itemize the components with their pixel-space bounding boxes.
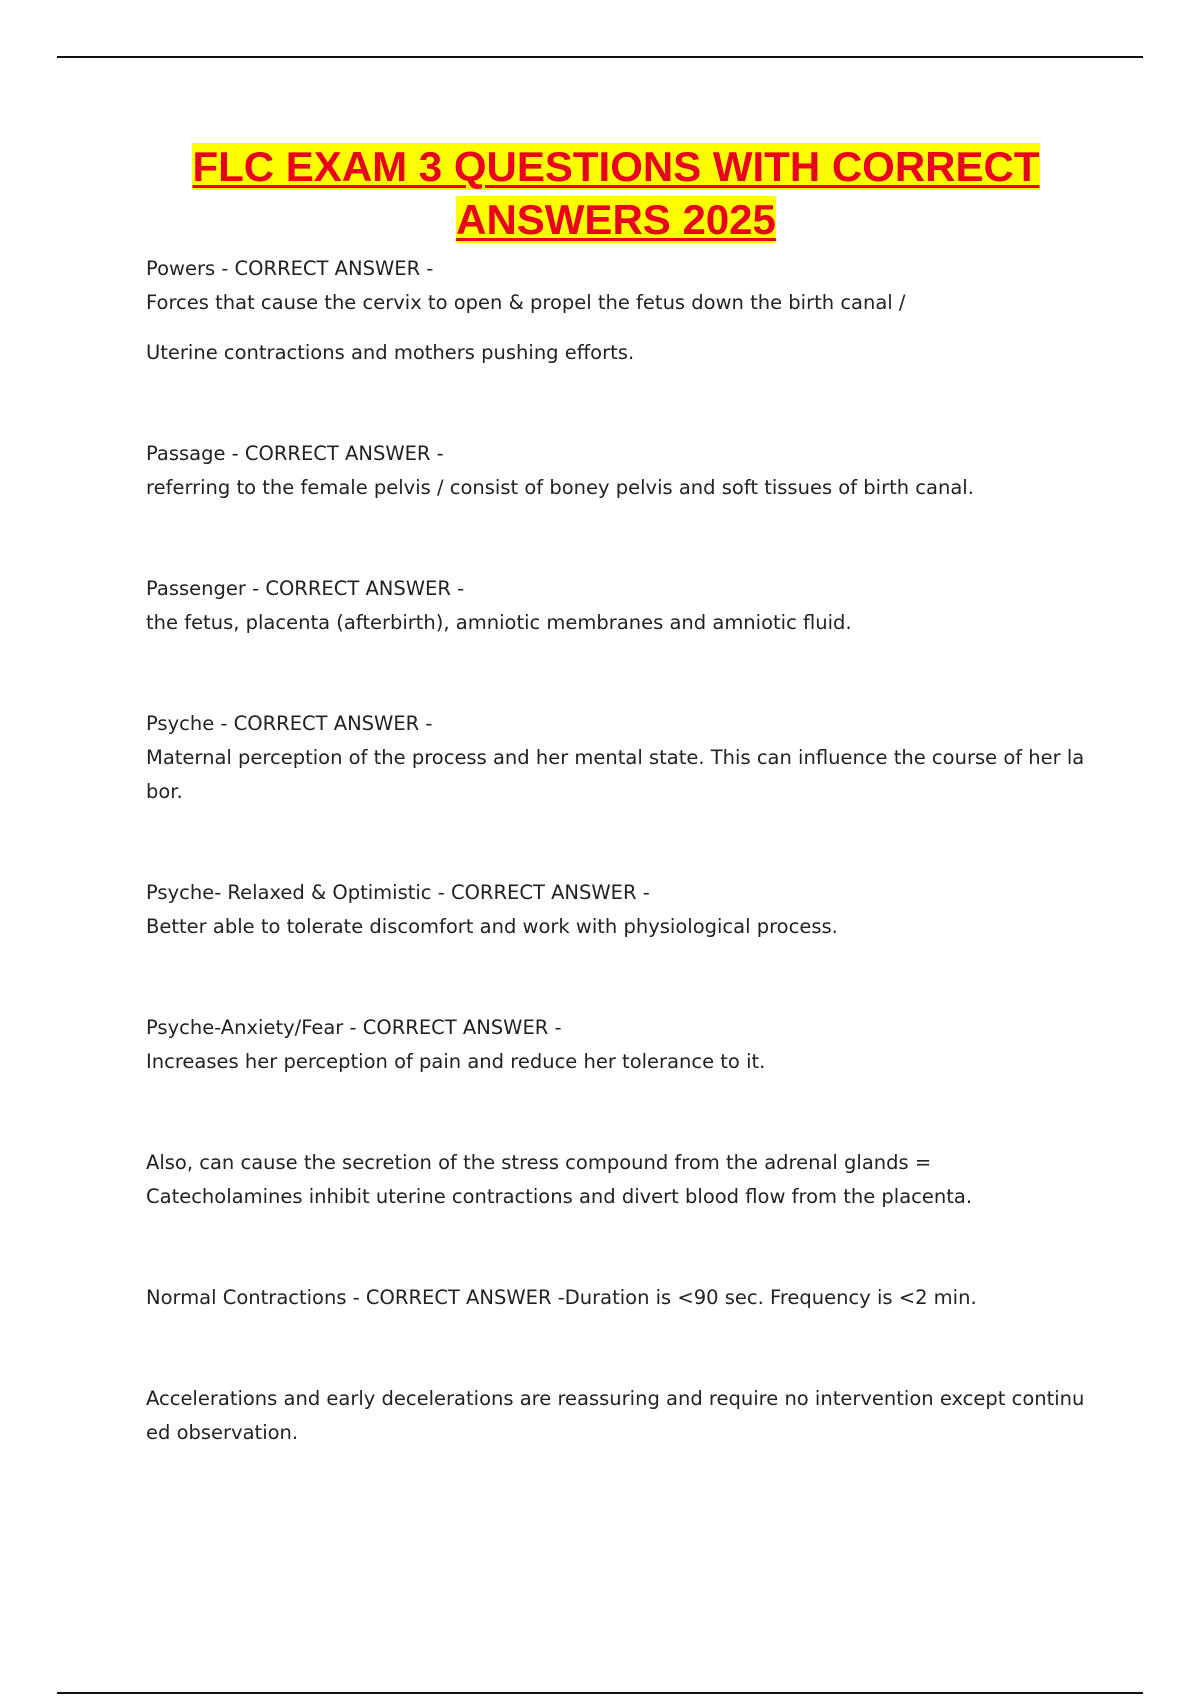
answer-text: Forces that cause the cervix to open & propel the fetus down the birth canal / [146,291,906,314]
question-text: Powers - CORRECT ANSWER - [146,257,434,280]
answer-text: Better able to tolerate discomfort and work with physiological process. [146,915,838,938]
qa-item-normal-contractions [146,1281,1086,1315]
qa-item-psyche [146,707,1086,809]
question-text: Passage - CORRECT ANSWER - [146,442,444,465]
paragraph-text: Accelerations and early decelerations are reassuring and require no intervention except continu ed observation. [146,1387,1085,1444]
footer-rule [57,1692,1143,1694]
question-text: Normal Contractions - CORRECT ANSWER -Duration is <90 sec. Frequency is <2 min. [146,1286,977,1309]
document-page [146,140,1086,1450]
qa-item-powers [146,252,1086,370]
answer-text: referring to the female pelvis / consist of boney pelvis and soft tissues of birth canal. [146,476,974,499]
qa-item-catecholamines [146,1146,1086,1214]
qa-item-accelerations [146,1382,1086,1450]
qa-item-psyche-relaxed [146,876,1086,944]
question-text: Psyche- Relaxed & Optimistic - CORRECT ANSWER - [146,881,650,904]
question-text: Psyche-Anxiety/Fear - CORRECT ANSWER - [146,1016,562,1039]
answer-text: Increases her perception of pain and reduce her tolerance to it. [146,1050,766,1073]
document-title [146,140,1086,246]
paragraph-text: Also, can cause the secretion of the stress compound from the adrenal glands = Catecholamines inhibit uterine contractions and divert blood flow from the placenta. [146,1151,973,1208]
header-rule [57,56,1143,58]
qa-item-passenger [146,572,1086,640]
answer-extra-text: Uterine contractions and mothers pushing efforts. [146,341,635,364]
document-title-text: FLC EXAM 3 QUESTIONS WITH CORRECT ANSWERS 2025 [192,143,1040,243]
qa-item-psyche-anxiety [146,1011,1086,1079]
answer-text: the fetus, placenta (afterbirth), amniotic membranes and amniotic fluid. [146,611,852,634]
question-text: Psyche - CORRECT ANSWER - [146,712,433,735]
question-text: Passenger - CORRECT ANSWER - [146,577,465,600]
answer-text: Maternal perception of the process and her mental state. This can influence the course of her la bor. [146,746,1085,803]
qa-item-passage [146,437,1086,505]
